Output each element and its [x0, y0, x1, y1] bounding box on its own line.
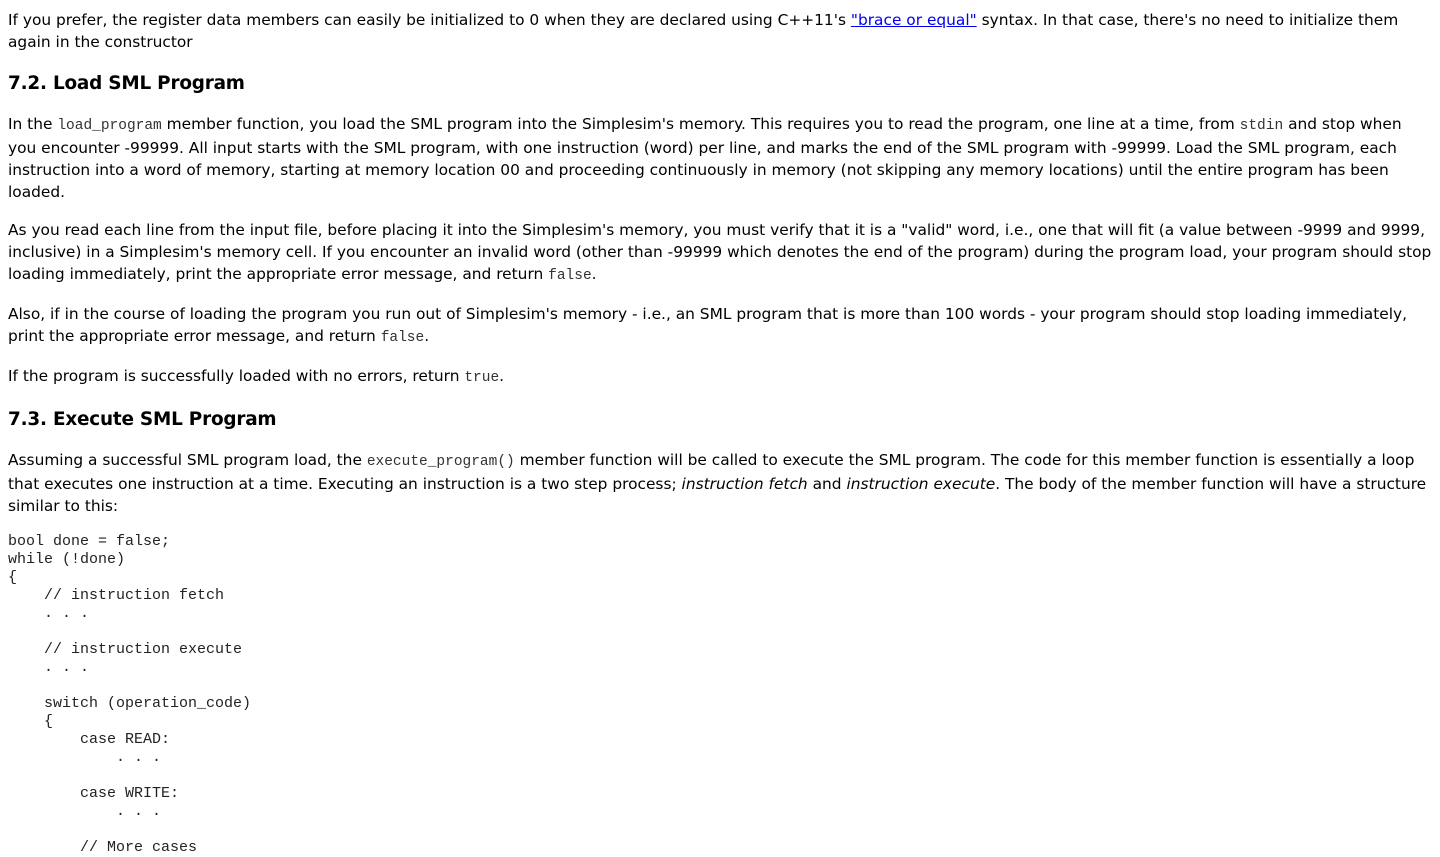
load-p4-text-b: .: [499, 367, 505, 385]
load-p1-text-c: and stop when you encounter -99999. All input starts with the SML program, with one instruction (word) per line, and marks the end of the SML program with -99999. Load the SML program, each instruction into a word of memory, starting at memory location 00 and proceeding continuously in memory (not skipping any memory locations) until the entire program has been loaded.: [8, 115, 1402, 201]
code-line: . . .: [8, 659, 90, 676]
load-paragraph-2: [8, 219, 1432, 287]
execute-program-code: execute_program(): [366, 454, 515, 470]
load-program-code: load_program: [57, 118, 162, 134]
code-line: bool done = false;: [8, 533, 171, 550]
load-p4-text-a: If the program is successfully loaded with no errors, return: [8, 367, 465, 385]
true-code: true: [464, 370, 500, 386]
code-line: // More cases: [8, 839, 198, 856]
intro-text-after-link: syntax. In that case, there's no need to initialize them again in the constructor: [8, 11, 1399, 51]
load-p3-text-b: .: [424, 327, 430, 345]
code-line: // instruction fetch: [8, 587, 225, 604]
code-line: switch (operation_code): [8, 695, 252, 712]
intro-paragraph: [8, 9, 1432, 53]
stdin-code: stdin: [1239, 118, 1284, 134]
exec-p1-text-b: member function will be called to execute the SML program. The code for this member function is essentially a loop that executes one instruction at a time. Executing an instruction is a two step process;: [8, 451, 1415, 493]
code-line: case READ:: [8, 731, 171, 748]
load-paragraph-4: [8, 365, 1432, 389]
false-code: false: [548, 268, 592, 284]
load-section-heading: 7.2. Load SML Program: [8, 73, 245, 94]
load-paragraph-3: [8, 303, 1432, 349]
code-line: [8, 623, 1432, 641]
exec-p1-text-d: . The body of the member function will have a structure similar to this:: [8, 475, 1427, 515]
load-paragraph-1: [8, 113, 1432, 203]
code-line: {: [8, 713, 54, 730]
execute-section-heading: 7.3. Execute SML Program: [8, 409, 277, 430]
code-line: [8, 767, 1432, 785]
code-line: while (!done): [8, 551, 126, 568]
code-line: . . .: [8, 803, 162, 820]
code-line: . . .: [8, 749, 162, 766]
load-p2-text-b: .: [591, 265, 597, 283]
code-line: [8, 677, 1432, 695]
load-p1-text-b: member function, you load the SML program into the Simplesim's memory. This requires you to read the program, one line at a time, from: [161, 115, 1240, 133]
exec-p1-text-c: and: [807, 475, 847, 493]
load-p3-text-a: Also, if in the course of loading the program you run out of Simplesim's memory - i.e., an SML program that is more than 100 words - your program should stop loading immediately, print the appropriate error message, and return: [8, 305, 1407, 345]
intro-text-before-link: If you prefer, the register data members can easily be initialized to 0 when they are declared using C++11's: [8, 11, 851, 29]
instruction-execute-emphasis: instruction execute: [846, 475, 996, 493]
code-block: [8, 533, 1432, 857]
code-line: [8, 821, 1432, 839]
code-line: {: [8, 569, 18, 586]
load-p2-text-a: As you read each line from the input file, before placing it into the Simplesim's memory, you must verify that it is a "valid" word, i.e., one that will fit (a value between -9999 and 9999, inclusive) in a Simplesim's memory cell. If you encounter an invalid word (other than -99999 which denotes the end of the program) during the program load, your program should stop loading immediately, print the appropriate error message, and return: [8, 221, 1432, 283]
execute-paragraph-1: [8, 449, 1432, 517]
code-line: . . .: [8, 605, 90, 622]
code-line: // instruction execute: [8, 641, 243, 658]
load-p1-text-a: In the: [8, 115, 58, 133]
code-line: case WRITE:: [8, 785, 180, 802]
exec-p1-text-a: Assuming a successful SML program load, the: [8, 451, 367, 469]
false-code: false: [380, 330, 425, 346]
brace-or-equal-link[interactable]: "brace or equal": [850, 11, 977, 29]
instruction-fetch-emphasis: instruction fetch: [681, 475, 808, 493]
